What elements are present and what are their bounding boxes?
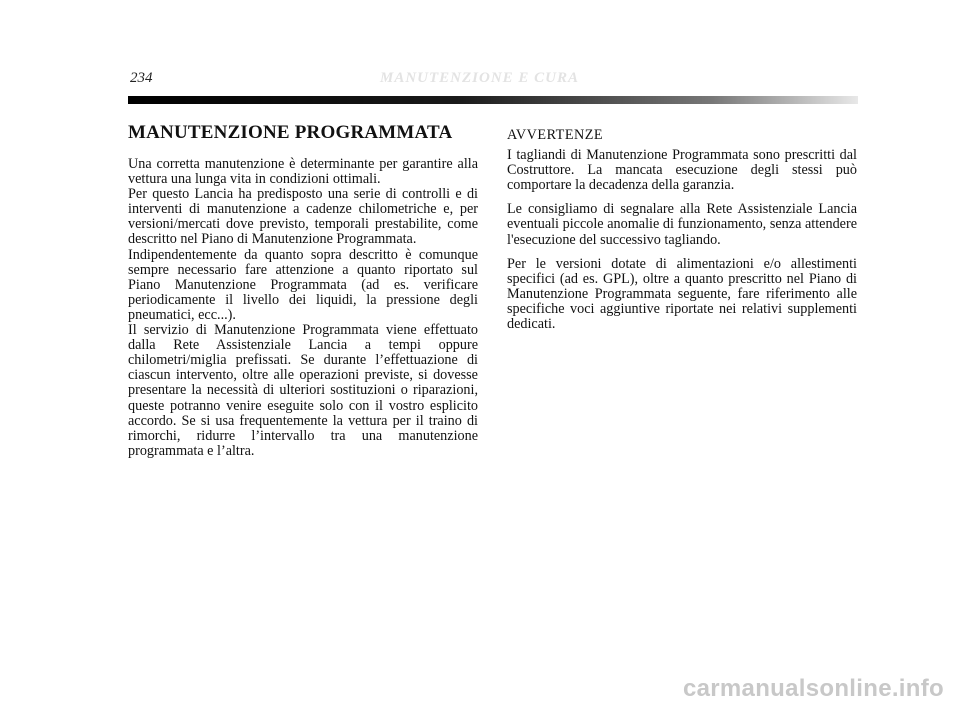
- warning-label: AVVERTENZE: [507, 127, 604, 143]
- watermark: carmanualsonline.info: [682, 675, 944, 702]
- right-paragraph-3: Per le versioni dotate di alimentazioni e/o allestimenti specifici (ad es. GPL), oltre a quanto prescritto nel Piano di Manutenzione Programmata seguente, fare riferimento alle specifiche voci aggiuntive riportate nei relativi supplementi dedicati.: [507, 255, 857, 333]
- header-rule: [128, 96, 858, 104]
- section-heading: MANUTENZIONE PROGRAMMATA: [128, 122, 453, 143]
- right-paragraph-2: Le consigliamo di segnalare alla Rete Assistenziale Lancia eventuali piccole anomalie di funzionamento, senza attendere l'esecuzione del successivo tagliando.: [507, 201, 857, 248]
- page-number: 234: [130, 70, 153, 86]
- left-paragraph-1: Una corretta manutenzione è determinante per garantire alla vettura una lunga vita in condizioni ottimali.: [128, 156, 478, 188]
- right-column: [507, 128, 857, 341]
- left-paragraph-4: Il servizio di Manutenzione Programmata viene effettuato dalla Rete Assistenziale Lancia a tempi oppure chilometri/miglia prefissati. Se durante l’effettuazione di ciascun intervento, oltre alle operazioni previste, si dovesse presentare la necessità di ulteriori sostituzioni o riparazioni, queste potranno venire eseguite solo con il vostro esplicito accordo. Se si usa frequentemente la vettura per il traino di rimorchi, ridurre l’intervallo tra una manutenzione programmata e l’altra.: [128, 322, 478, 459]
- left-column: [128, 122, 478, 459]
- left-paragraph-2: Per questo Lancia ha predisposto una serie di controlli e di interventi di manutenzione a cadenze chilometriche e, per versioni/mercati dove previsto, temporali prestabilite, come descritto nel Piano di Manutenzione Programmata.: [128, 186, 478, 248]
- right-paragraph-1: I tagliandi di Manutenzione Programmata sono prescritti dal Costruttore. La mancata esecuzione degli stessi può comportare la decadenza della garanzia.: [507, 147, 857, 194]
- running-title: MANUTENZIONE E CURA: [380, 70, 580, 86]
- left-paragraph-3: Indipendentemente da quanto sopra descritto è comunque sempre necessario fare attenzione a quanto riportato sul Piano Manutenzione Programmata (ad es. verificare periodicamente il livello dei liquidi, la pressione degli pneumatici, ecc...).: [128, 246, 478, 323]
